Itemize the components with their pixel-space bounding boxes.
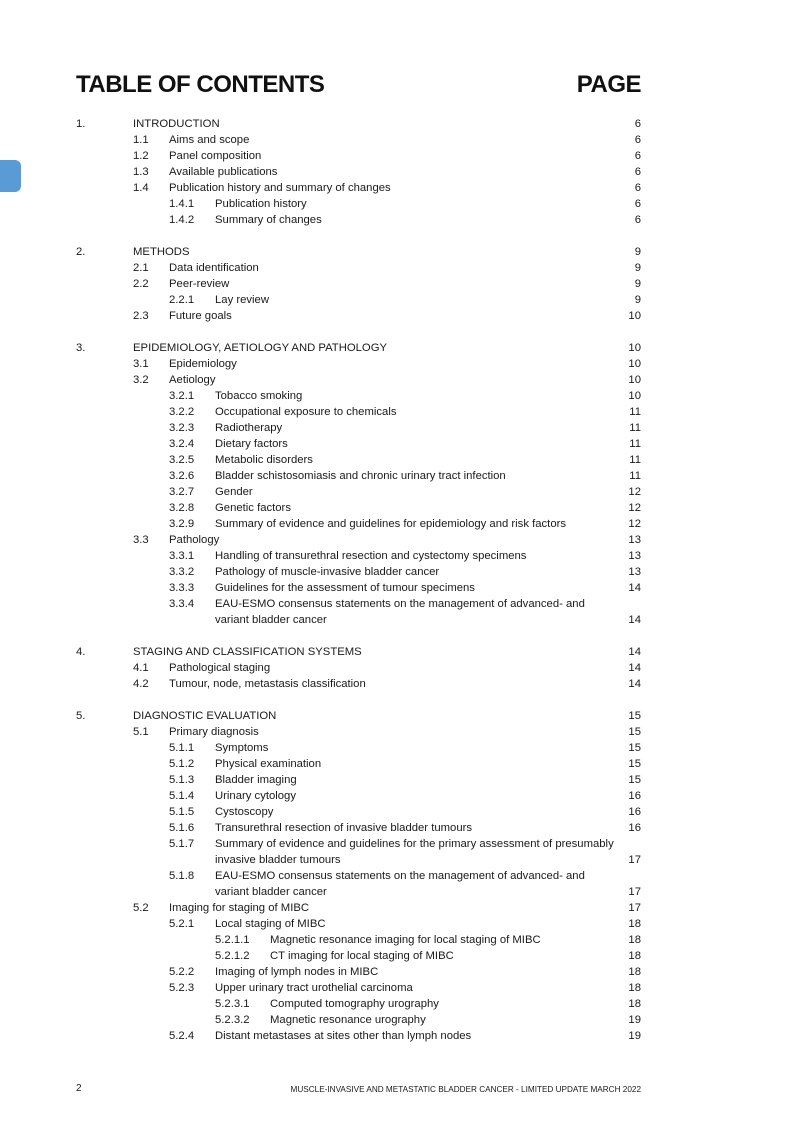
toc-entry-title: Radiotherapy (215, 422, 283, 434)
page-title: TABLE OF CONTENTS (76, 71, 325, 98)
toc-entry-number: 1.4.2 (169, 214, 195, 226)
toc-entry-number: 4.1 (133, 662, 149, 674)
toc-entry-number: 1.2 (133, 150, 149, 162)
toc-entry-page: 13 (628, 566, 641, 578)
toc-entry-page: 10 (628, 374, 641, 386)
toc-entry[interactable] (0, 1012, 793, 1028)
toc-entry-page: 16 (628, 790, 641, 802)
toc-entry-page: 18 (628, 998, 641, 1010)
toc-entry-page: 15 (628, 710, 641, 722)
toc-entry-title: Cystoscopy (215, 806, 274, 818)
toc-entry-page: 18 (628, 966, 641, 978)
toc-entry[interactable] (0, 1028, 793, 1044)
toc-entry-title: DIAGNOSTIC EVALUATION (133, 710, 277, 722)
toc-entry[interactable] (0, 884, 793, 900)
toc-entry-title: Guidelines for the assessment of tumour specimens (215, 582, 475, 594)
toc-entry[interactable] (0, 724, 793, 740)
toc-entry-page: 14 (628, 662, 641, 674)
toc-entry[interactable] (0, 708, 793, 724)
toc-entry[interactable] (0, 820, 793, 836)
toc-entry-number: 3.1 (133, 358, 149, 370)
footer-page-number: 2 (76, 1083, 82, 1094)
toc-entry-number: 3.2 (133, 374, 149, 386)
toc-entry[interactable] (0, 580, 793, 596)
toc-entry[interactable] (0, 948, 793, 964)
toc-entry-title: CT imaging for local staging of MIBC (270, 950, 454, 962)
toc-entry-number: 3.3.4 (169, 598, 195, 610)
toc-entry[interactable] (0, 132, 793, 148)
toc-entry[interactable] (0, 900, 793, 916)
toc-entry-number: 1. (76, 118, 86, 130)
toc-entry[interactable] (0, 484, 793, 500)
toc-entry-number: 3.3.2 (169, 566, 195, 578)
toc-entry[interactable] (0, 868, 793, 884)
toc-entry-number: 5.2.1.2 (215, 950, 250, 962)
toc-entry-number: 3.2.8 (169, 502, 195, 514)
toc-entry-page: 19 (628, 1030, 641, 1042)
toc-entry-title: Tobacco smoking (215, 390, 303, 402)
toc-entry-page: 9 (634, 294, 641, 306)
toc-entry-title: Upper urinary tract urothelial carcinoma (215, 982, 413, 994)
toc-entry-number: 5.1.7 (169, 838, 195, 850)
toc-entry-title: Computed tomography urography (270, 998, 439, 1010)
toc-entry-title: Available publications (169, 166, 278, 178)
toc-entry[interactable] (0, 996, 793, 1012)
toc-entry-page: 11 (629, 454, 641, 466)
toc-entry-page: 12 (628, 502, 641, 514)
toc-entry-number: 5.2.3 (169, 982, 195, 994)
toc-entry-number: 5.2.3.2 (215, 1014, 250, 1026)
toc-entry[interactable] (0, 436, 793, 452)
toc-entry-page: 13 (628, 534, 641, 546)
toc-entry[interactable] (0, 388, 793, 404)
toc-entry-page: 17 (628, 902, 641, 914)
toc-entry-number: 3. (76, 342, 86, 354)
toc-entry-title: Occupational exposure to chemicals (215, 406, 397, 418)
toc-entry[interactable] (0, 372, 793, 388)
toc-entry-page: 6 (634, 182, 641, 194)
toc-entry-title: METHODS (133, 246, 190, 258)
toc-entry-page: 9 (634, 278, 641, 290)
toc-entry-page: 18 (628, 918, 641, 930)
toc-entry[interactable] (0, 516, 793, 532)
toc-entry-page: 9 (634, 246, 641, 258)
toc-entry-page: 6 (634, 198, 641, 210)
toc-entry-number: 4. (76, 646, 86, 658)
toc-entry-number: 5.2 (133, 902, 149, 914)
toc-entry-page: 11 (629, 470, 641, 482)
toc-entry-number: 3.2.4 (169, 438, 195, 450)
toc-entry-page: 11 (629, 406, 641, 418)
toc-entry-page: 15 (628, 726, 641, 738)
toc-entry[interactable] (0, 180, 793, 196)
toc-entry-number: 3.3 (133, 534, 149, 546)
toc-entry-number: 2.3 (133, 310, 149, 322)
toc-entry-number: 5.1.2 (169, 758, 195, 770)
toc-entry-title: Physical examination (215, 758, 322, 770)
toc-entry-page: 11 (629, 422, 641, 434)
toc-entry-number: 3.2.1 (169, 390, 195, 402)
toc-entry-number: 3.2.2 (169, 406, 195, 418)
toc-entry[interactable] (0, 500, 793, 516)
toc-entry[interactable] (0, 420, 793, 436)
toc-entry-title: Summary of evidence and guidelines for the primary assessment of presumably (215, 838, 614, 850)
toc-entry-title: Magnetic resonance urography (270, 1014, 426, 1026)
toc-entry-title: Aetiology (169, 374, 216, 386)
toc-entry-page: 11 (629, 438, 641, 450)
toc-entry-title: Metabolic disorders (215, 454, 313, 466)
toc-entry-number: 3.2.7 (169, 486, 195, 498)
toc-entry-title: Local staging of MIBC (215, 918, 326, 930)
toc-entry-number: 3.2.6 (169, 470, 195, 482)
toc-entry[interactable] (0, 308, 793, 324)
toc-entry-page: 17 (628, 886, 641, 898)
toc-entry-page: 15 (628, 742, 641, 754)
toc-entry-page: 18 (628, 950, 641, 962)
toc-entry-title: Imaging of lymph nodes in MIBC (215, 966, 379, 978)
toc-entry-title: Peer-review (169, 278, 230, 290)
toc-entry-number: 4.2 (133, 678, 149, 690)
toc-entry[interactable] (0, 340, 793, 356)
toc-entry-number: 5.1.5 (169, 806, 195, 818)
toc-entry-title: Summary of changes (215, 214, 322, 226)
toc-entry[interactable] (0, 676, 793, 692)
toc-entry-number: 5.2.1.1 (215, 934, 250, 946)
toc-entry-page: 6 (634, 150, 641, 162)
toc-entry-number: 5.1.4 (169, 790, 195, 802)
toc-entry-page: 14 (628, 582, 641, 594)
toc-entry-title: Dietary factors (215, 438, 288, 450)
toc-entry-title: Primary diagnosis (169, 726, 259, 738)
toc-entry[interactable] (0, 980, 793, 996)
toc-entry-page: 10 (628, 310, 641, 322)
toc-entry-title: Bladder schistosomiasis and chronic urinary tract infection (215, 470, 506, 482)
toc-entry[interactable] (0, 404, 793, 420)
toc-entry[interactable] (0, 564, 793, 580)
toc-entry[interactable] (0, 148, 793, 164)
toc-entry-title: Gender (215, 486, 253, 498)
toc-entry-title: Publication history (215, 198, 307, 210)
toc-entry[interactable] (0, 196, 793, 212)
toc-entry-number: 5.2.1 (169, 918, 195, 930)
toc-entry[interactable] (0, 468, 793, 484)
toc-entry-title: Imaging for staging of MIBC (169, 902, 310, 914)
toc-entry[interactable] (0, 788, 793, 804)
toc-entry[interactable] (0, 596, 793, 612)
toc-entry-title: Pathological staging (169, 662, 271, 674)
page-column-heading: PAGE (576, 71, 641, 98)
toc-entry[interactable] (0, 532, 793, 548)
toc-entry-title: Summary of evidence and guidelines for epidemiology and risk factors (215, 518, 567, 530)
toc-entry[interactable] (0, 276, 793, 292)
toc-entry[interactable] (0, 356, 793, 372)
toc-entry-page: 18 (628, 982, 641, 994)
toc-entry-number: 3.2.3 (169, 422, 195, 434)
toc-entry-number: 5.1.1 (169, 742, 195, 754)
toc-entry-title: Publication history and summary of changes (169, 182, 391, 194)
toc-entry-title: Panel composition (169, 150, 262, 162)
toc-entry-title: variant bladder cancer (215, 886, 327, 898)
toc-entry-title: Bladder imaging (215, 774, 297, 786)
toc-entry-number: 2. (76, 246, 86, 258)
toc-entry-title: Aims and scope (169, 134, 250, 146)
toc-entry[interactable] (0, 260, 793, 276)
toc-entry-page: 14 (628, 646, 641, 658)
toc-entry-number: 5.1.3 (169, 774, 195, 786)
toc-entry-title: Epidemiology (169, 358, 237, 370)
toc-entry[interactable] (0, 836, 793, 852)
toc-entry-number: 5.2.3.1 (215, 998, 250, 1010)
toc-entry-number: 5.1.6 (169, 822, 195, 834)
toc-entry-title: INTRODUCTION (133, 118, 220, 130)
toc-entry-number: 1.3 (133, 166, 149, 178)
toc-entry-page: 6 (634, 166, 641, 178)
toc-entry-page: 10 (628, 358, 641, 370)
toc-entry-title: EAU-ESMO consensus statements on the management of advanced- and (215, 870, 585, 882)
toc-entry[interactable] (0, 212, 793, 228)
toc-entry-page: 16 (628, 822, 641, 834)
toc-entry-page: 15 (628, 758, 641, 770)
toc-entry-page: 12 (628, 486, 641, 498)
toc-entry-number: 5.2.4 (169, 1030, 195, 1042)
toc-entry-page: 6 (634, 214, 641, 226)
toc-entry[interactable] (0, 772, 793, 788)
toc-entry-title: Lay review (215, 294, 269, 306)
toc-entry[interactable] (0, 660, 793, 676)
toc-entry-page: 14 (628, 678, 641, 690)
toc-entry-title: Handling of transurethral resection and cystectomy specimens (215, 550, 527, 562)
toc-entry-page: 9 (634, 262, 641, 274)
toc-entry[interactable] (0, 916, 793, 932)
toc-entry-number: 3.3.3 (169, 582, 195, 594)
toc-entry-number: 3.2.9 (169, 518, 195, 530)
toc-entry-page: 19 (628, 1014, 641, 1026)
toc-entry-page: 16 (628, 806, 641, 818)
toc-entry-title: Distant metastases at sites other than lymph nodes (215, 1030, 472, 1042)
toc-entry-title: Pathology (169, 534, 220, 546)
toc-entry[interactable] (0, 116, 793, 132)
toc-entry-title: invasive bladder tumours (215, 854, 341, 866)
toc-entry-title: Magnetic resonance imaging for local staging of MIBC (270, 934, 541, 946)
toc-entry-page: 10 (628, 390, 641, 402)
toc-entry-title: EPIDEMIOLOGY, AETIOLOGY AND PATHOLOGY (133, 342, 388, 354)
toc-entry-page: 6 (634, 134, 641, 146)
toc-entry-page: 13 (628, 550, 641, 562)
toc-entry[interactable] (0, 756, 793, 772)
toc-entry[interactable] (0, 804, 793, 820)
toc-entry-title: Tumour, node, metastasis classification (169, 678, 366, 690)
toc-entry-number: 5.2.2 (169, 966, 195, 978)
toc-entry-number: 3.2.5 (169, 454, 195, 466)
toc-entry[interactable] (0, 852, 793, 868)
toc-entry[interactable] (0, 548, 793, 564)
toc-entry-title: Data identification (169, 262, 259, 274)
footer-document-title: MUSCLE-INVASIVE AND METASTATIC BLADDER CANCER - LIMITED UPDATE MARCH 2022 (290, 1085, 641, 1094)
toc-entry[interactable] (0, 612, 793, 628)
toc-entry[interactable] (0, 644, 793, 660)
toc-entry-page: 6 (634, 118, 641, 130)
toc-entry-number: 2.2 (133, 278, 149, 290)
toc-entry-page: 14 (628, 614, 641, 626)
toc-entry-title: EAU-ESMO consensus statements on the management of advanced- and (215, 598, 585, 610)
toc-entry[interactable] (0, 932, 793, 948)
toc-entry[interactable] (0, 292, 793, 308)
toc-entry[interactable] (0, 244, 793, 260)
toc-entry[interactable] (0, 964, 793, 980)
toc-entry-page: 17 (628, 854, 641, 866)
toc-entry-page: 15 (628, 774, 641, 786)
toc-entry-number: 2.2.1 (169, 294, 195, 306)
toc-entry-number: 1.1 (133, 134, 149, 146)
toc-entry-title: Transurethral resection of invasive bladder tumours (215, 822, 473, 834)
toc-entry-page: 10 (628, 342, 641, 354)
toc-entry-number: 3.3.1 (169, 550, 195, 562)
toc-entry-title: Symptoms (215, 742, 269, 754)
toc-entry-number: 2.1 (133, 262, 149, 274)
toc-entry-number: 5.1.8 (169, 870, 195, 882)
toc-entry-title: Pathology of muscle-invasive bladder cancer (215, 566, 440, 578)
toc-entry[interactable] (0, 740, 793, 756)
toc-entry-title: Urinary cytology (215, 790, 296, 802)
toc-entry-number: 5.1 (133, 726, 149, 738)
toc-entry-title: STAGING AND CLASSIFICATION SYSTEMS (133, 646, 362, 658)
toc-entry[interactable] (0, 452, 793, 468)
toc-entry-page: 18 (628, 934, 641, 946)
toc-entry-page: 12 (628, 518, 641, 530)
toc-entry[interactable] (0, 164, 793, 180)
toc-entry-number: 1.4 (133, 182, 149, 194)
toc-entry-number: 5. (76, 710, 86, 722)
toc-entry-title: variant bladder cancer (215, 614, 327, 626)
toc-entry-title: Genetic factors (215, 502, 291, 514)
toc-entry-title: Future goals (169, 310, 232, 322)
toc-entry-number: 1.4.1 (169, 198, 195, 210)
